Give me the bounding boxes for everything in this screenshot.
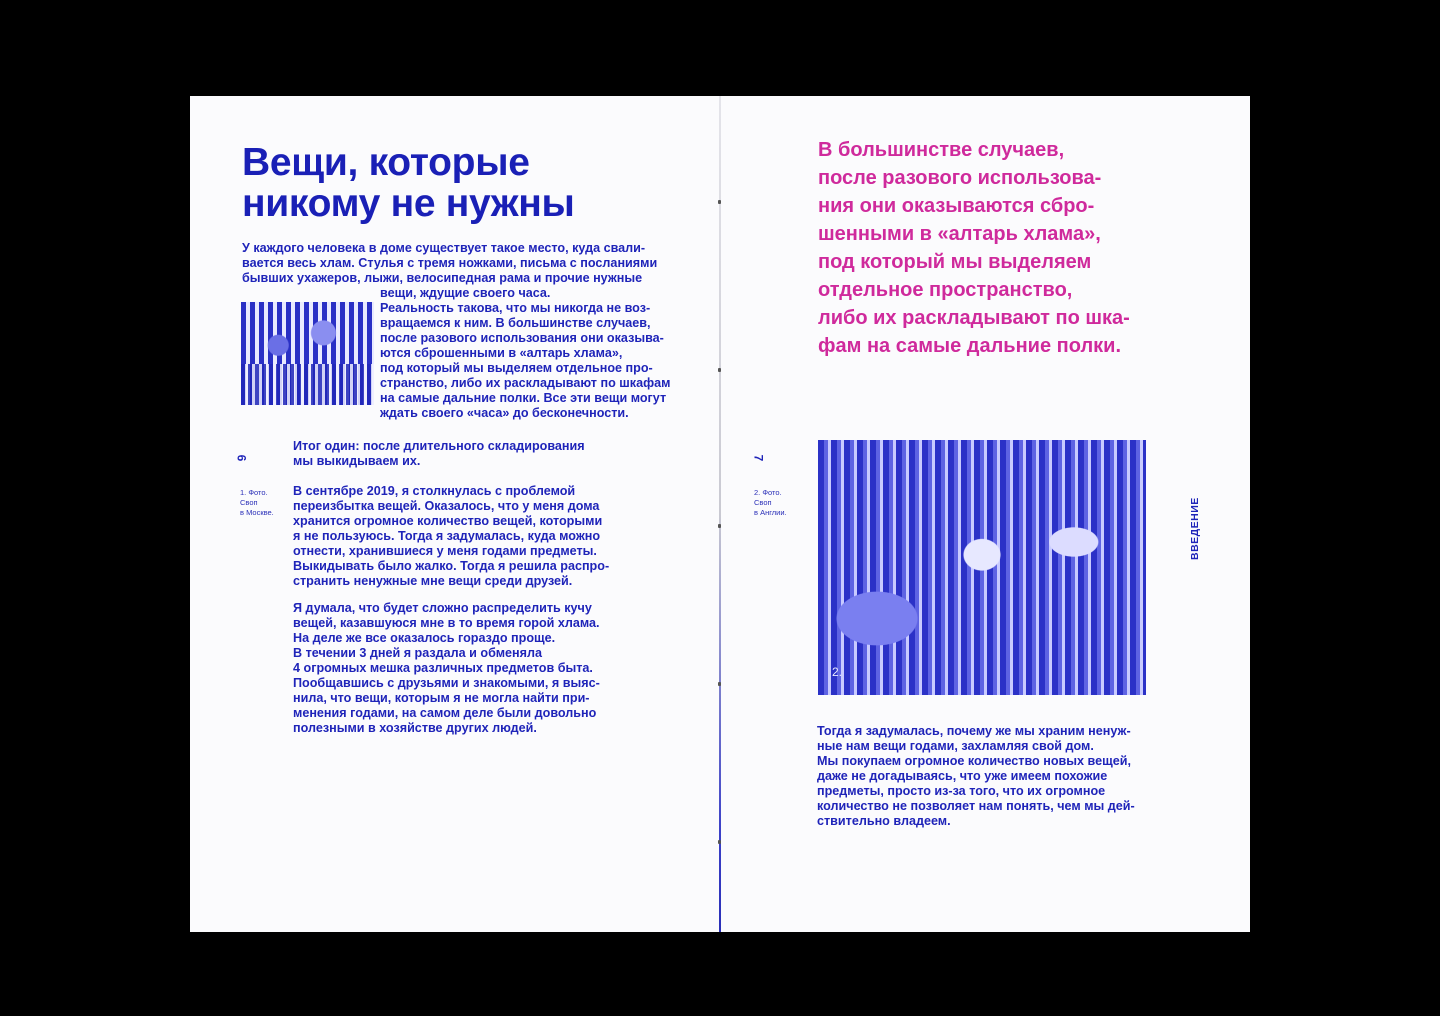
page-title bbox=[242, 142, 662, 224]
caption-line: 2. Фото. bbox=[754, 488, 782, 497]
text-line: Реальность такова, что мы никогда не воз- bbox=[380, 301, 651, 315]
quote-line: В большинстве случаев, bbox=[818, 139, 1065, 161]
text-line: В сентябре 2019, я столкнулась с проблемой bbox=[293, 484, 576, 498]
text-line: 4 огромных мешка различных предметов быта. bbox=[293, 661, 593, 675]
text-line: вается весь хлам. Стулья с тремя ножками, письма с посланиями bbox=[242, 256, 658, 270]
text-line: бывших ухажеров, лыжи, велосипедная рама и прочие нужные bbox=[242, 271, 643, 285]
text-line: вещи, ждущие своего часа. bbox=[380, 286, 551, 300]
quote-line: ния они оказываются сбро- bbox=[818, 195, 1095, 217]
booklet-spread bbox=[190, 96, 1250, 932]
text-line: я не пользуюсь. Тогда я задумалась, куда можно bbox=[293, 529, 601, 543]
text-line: предметы, просто из-за того, что их огромное bbox=[817, 784, 1106, 798]
text-line: У каждого человека в доме существует такое место, куда свали- bbox=[242, 241, 646, 255]
caption-line: в Англии. bbox=[754, 508, 787, 517]
text-line: Пообщавшись с друзьями и знакомыми, я выяс- bbox=[293, 676, 600, 690]
text-line: вращаемся к ним. В большинстве случаев, bbox=[380, 316, 651, 330]
text-line: хранится огромное количество вещей, которыми bbox=[293, 514, 603, 528]
quote-line: фам на самые дальние полки. bbox=[818, 335, 1122, 357]
text-line: даже не догадываясь, что уже имеем похожие bbox=[817, 769, 1108, 783]
quote-line: под который мы выделяем bbox=[818, 251, 1092, 273]
text-line: переизбытка вещей. Оказалось, что у меня дома bbox=[293, 499, 600, 513]
wrapped-paragraph bbox=[380, 286, 670, 421]
caption-line: 1. Фото. bbox=[240, 488, 268, 497]
quote-line: либо их раскладывают по шка- bbox=[818, 307, 1130, 329]
caption-line: Своп bbox=[754, 498, 772, 507]
text-line: На деле же все оказалось гораздо проще. bbox=[293, 631, 556, 645]
text-line: отнести, хранившиеся у меня годами предметы. bbox=[293, 544, 597, 558]
text-line: ствительно владеем. bbox=[817, 814, 951, 828]
caption-line: Своп bbox=[240, 498, 258, 507]
left-page bbox=[190, 96, 719, 932]
text-line: количество не позволяет нам понять, чем мы дей- bbox=[817, 799, 1135, 813]
title-line: Вещи, которые bbox=[242, 141, 530, 184]
text-line: на самые дальние полки. Все эти вещи могут bbox=[380, 391, 667, 405]
text-line: вещей, казавшуюся мне в то время горой хлама. bbox=[293, 616, 600, 630]
text-line: Выкидывать было жалко. Тогда я решила распро- bbox=[293, 559, 610, 573]
text-line: под который мы выделяем отдельное про- bbox=[380, 361, 653, 375]
text-line: Итог один: после длительного складирования bbox=[293, 439, 585, 453]
paragraph-september bbox=[293, 484, 609, 589]
intro-paragraph bbox=[242, 241, 657, 286]
text-line: нила, что вещи, которым я не могла найти при- bbox=[293, 691, 590, 705]
photo-swap-england bbox=[818, 440, 1146, 695]
text-line: Я думала, что будет сложно распределить кучу bbox=[293, 601, 592, 615]
page-number: 7 bbox=[751, 454, 766, 462]
text-line: менения годами, на самом деле были довольно bbox=[293, 706, 597, 720]
right-page bbox=[721, 96, 1250, 932]
bottom-paragraph bbox=[817, 724, 1135, 829]
text-line: полезными в хозяйстве других людей. bbox=[293, 721, 537, 735]
text-line: странить ненужные мне вещи среди друзей. bbox=[293, 574, 573, 588]
section-label: ВВЕДЕНИЕ bbox=[1189, 497, 1201, 560]
text-line: мы выкидываем их. bbox=[293, 454, 421, 468]
text-line: ждать своего «часа» до бесконечности. bbox=[380, 406, 629, 420]
photo-caption bbox=[240, 488, 274, 518]
photo-label: 2. bbox=[832, 665, 843, 679]
paragraph-distribution bbox=[293, 601, 600, 736]
pull-quote bbox=[818, 136, 1130, 360]
quote-line: после разового использова- bbox=[818, 167, 1102, 189]
page-number: 6 bbox=[234, 454, 249, 462]
text-line: В течении 3 дней я раздала и обменяла bbox=[293, 646, 542, 660]
text-line: ются сброшенными в «алтарь хлама», bbox=[380, 346, 623, 360]
title-line: никому не нужны bbox=[242, 182, 575, 225]
text-line: странство, либо их раскладывают по шкафам bbox=[380, 376, 671, 390]
quote-line: шенными в «алтарь хлама», bbox=[818, 223, 1101, 245]
photo-caption bbox=[754, 488, 787, 518]
photo-swap-moscow bbox=[241, 302, 374, 405]
text-line: после разового использования они оказыва- bbox=[380, 331, 664, 345]
text-line: ные нам вещи годами, захламляя свой дом. bbox=[817, 739, 1094, 753]
paragraph-conclusion bbox=[293, 439, 585, 469]
quote-line: отдельное пространство, bbox=[818, 279, 1073, 301]
text-line: Тогда я задумалась, почему же мы храним ненуж- bbox=[817, 724, 1131, 738]
text-line: Мы покупаем огромное количество новых вещей, bbox=[817, 754, 1131, 768]
caption-line: в Москве. bbox=[240, 508, 274, 517]
